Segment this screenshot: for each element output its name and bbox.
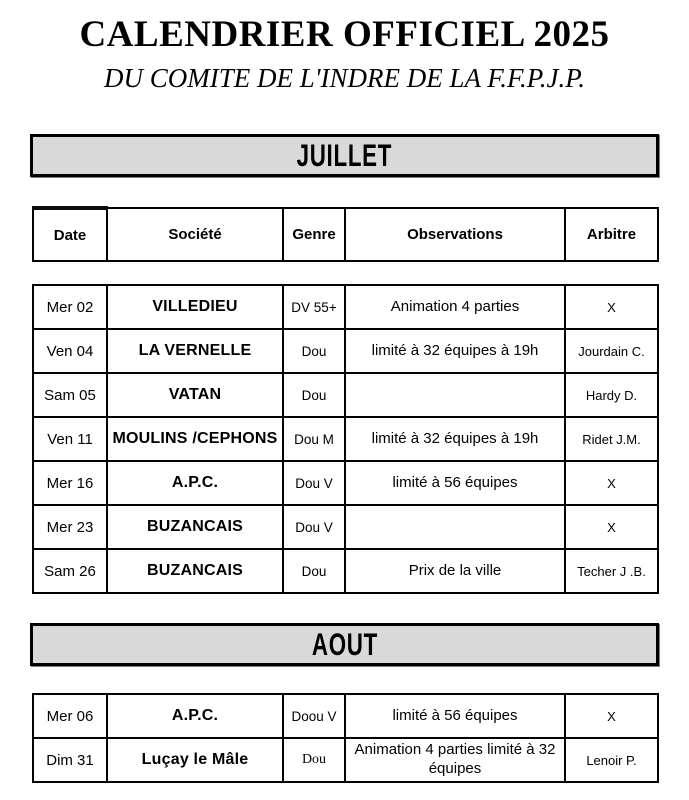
date-cell: Sam 26 [33,549,107,593]
societe-cell: VILLEDIEU [107,285,283,329]
observations-cell: Prix de la ville [345,549,565,593]
observations-cell [345,373,565,417]
arbitre-cell: X [565,285,658,329]
table-row [33,505,658,549]
date-cell: Mer 16 [33,461,107,505]
table-row [33,738,658,782]
genre-cell: Doou V [283,694,345,738]
table-row [33,549,658,593]
month-banner-aout-label: AOUT [311,626,378,663]
date-cell: Ven 11 [33,417,107,461]
societe-cell: A.P.C. [107,461,283,505]
month-banner-aout [30,623,659,666]
column-header-table [32,206,659,262]
genre-cell: Dou [283,738,345,782]
genre-cell: Dou V [283,505,345,549]
societe-cell: A.P.C. [107,694,283,738]
genre-cell: Dou [283,373,345,417]
arbitre-cell: X [565,461,658,505]
arbitre-cell: Jourdain C. [565,329,658,373]
arbitre-cell: Hardy D. [565,373,658,417]
date-cell: Mer 23 [33,505,107,549]
month-banner-juillet [30,134,659,177]
aout-table [32,693,659,783]
societe-cell: Luçay le Mâle [107,738,283,782]
table-row [33,417,658,461]
observations-cell: limité à 56 équipes [345,461,565,505]
genre-cell: DV 55+ [283,285,345,329]
societe-cell: BUZANCAIS [107,549,283,593]
genre-cell: Dou M [283,417,345,461]
observations-cell: limité à 32 équipes à 19h [345,329,565,373]
month-banner-juillet-label: JUILLET [296,137,393,174]
page-subtitle: DU COMITE DE L'INDRE DE LA F.F.P.J.P. [103,62,586,93]
arbitre-cell: X [565,694,658,738]
page-title: CALENDRIER OFFICIEL 2025 [79,14,610,55]
date-cell: Dim 31 [33,738,107,782]
arbitre-cell: Techer J .B. [565,549,658,593]
observations-cell: Animation 4 parties limité à 32 équipes [345,738,565,782]
observations-cell: limité à 56 équipes [345,694,565,738]
date-cell: Ven 04 [33,329,107,373]
societe-cell: LA VERNELLE [107,329,283,373]
column-header-row [33,208,658,261]
arbitre-cell: X [565,505,658,549]
column-header-date: Date [33,208,107,261]
table-row [33,373,658,417]
observations-cell: Animation 4 parties [345,285,565,329]
column-header-arbitre: Arbitre [565,208,658,261]
societe-cell: BUZANCAIS [107,505,283,549]
arbitre-cell: Lenoir P. [565,738,658,782]
table-row [33,694,658,738]
arbitre-cell: Ridet J.M. [565,417,658,461]
column-header-genre: Genre [283,208,345,261]
column-header-societe: Société [107,208,283,261]
genre-cell: Dou [283,329,345,373]
societe-cell: MOULINS /CEPHONS [107,417,283,461]
juillet-table [32,284,659,594]
date-cell: Mer 06 [33,694,107,738]
observations-cell: limité à 32 équipes à 19h [345,417,565,461]
date-cell: Sam 05 [33,373,107,417]
table-row [33,461,658,505]
genre-cell: Dou [283,549,345,593]
date-cell: Mer 02 [33,285,107,329]
table-row [33,285,658,329]
table-row [33,329,658,373]
observations-cell [345,505,565,549]
column-header-observations: Observations [345,208,565,261]
societe-cell: VATAN [107,373,283,417]
genre-cell: Dou V [283,461,345,505]
